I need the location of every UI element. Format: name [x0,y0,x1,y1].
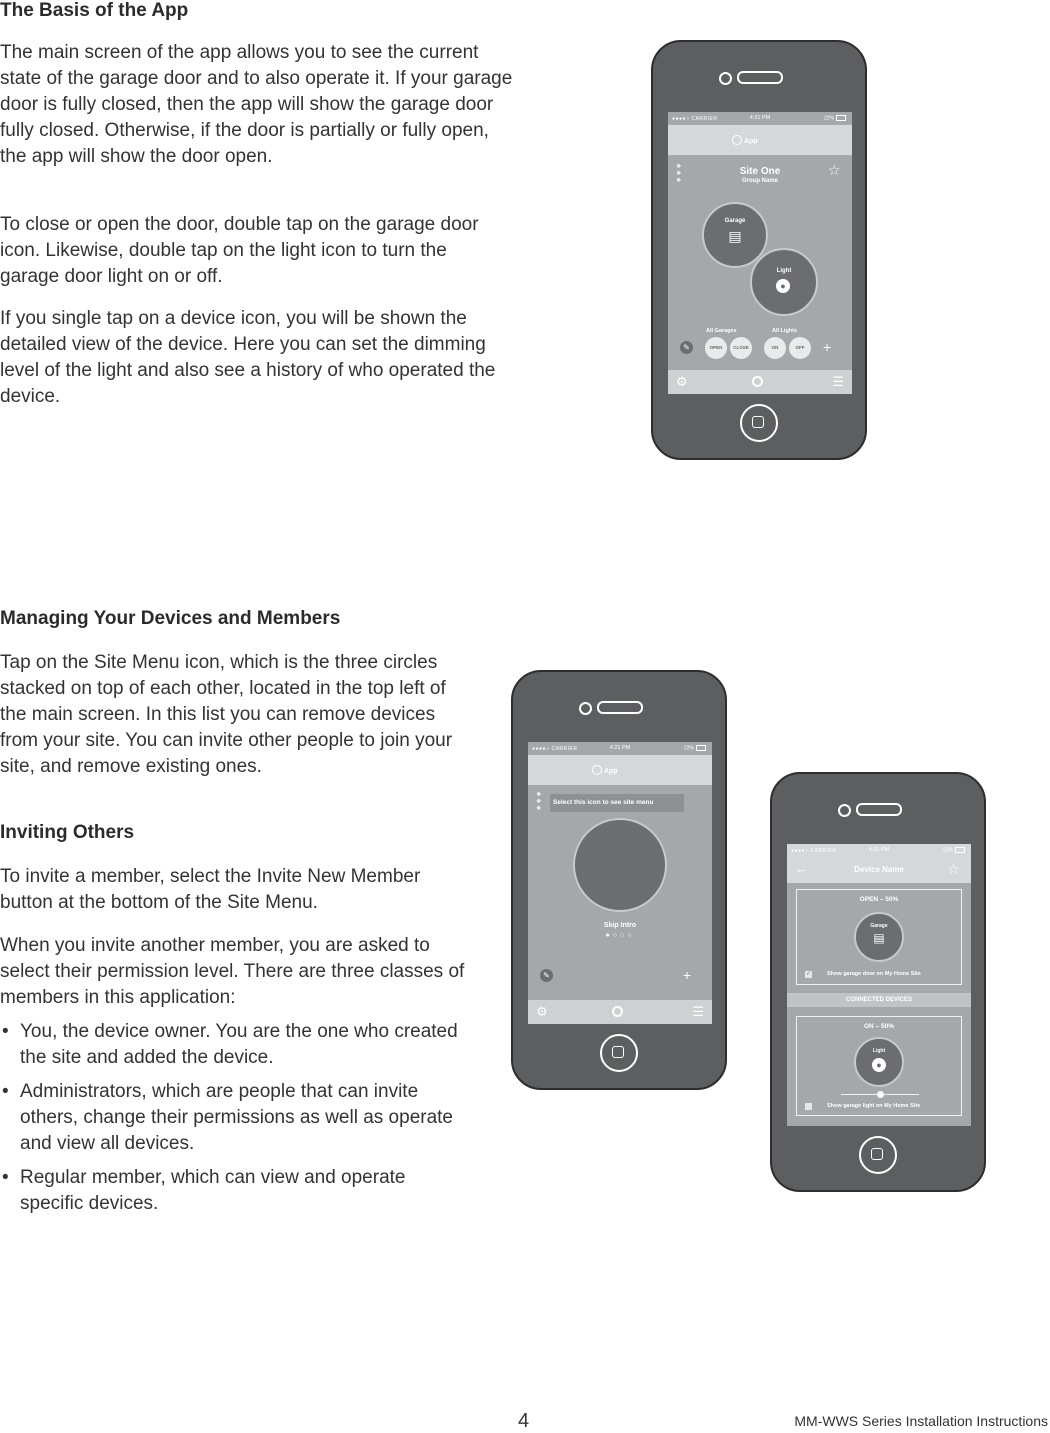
phone-main-screen [651,40,867,460]
app-header [668,125,852,155]
light-label: Light [776,268,792,274]
list-item-administrators: • Administrators, which are people that can invite others, change their permissions as well as operate and view all devices. [0,1079,470,1157]
camera-icon [838,804,851,817]
garage-label: Garage [870,923,888,929]
garage-show-checkbox[interactable]: ✓ [805,971,812,977]
carrier-label: ●●●●○ CARRIER [791,848,837,854]
all-garages-close-button[interactable]: CLOSE [730,337,752,359]
light-detail-card [796,1016,962,1116]
carrier-label: ●●●●○ CARRIER [532,746,578,752]
document-title-footer: MM-WWS Series Installation Instructions [794,1413,1048,1429]
add-device-plus-icon[interactable]: + [823,339,832,355]
all-lights-off-button[interactable]: OFF [789,337,811,359]
phone-home-button [740,404,778,442]
site-menu-tooltip: Select this icon to see site menu [550,794,684,812]
app-label: App [744,138,758,145]
dimming-slider-thumb[interactable] [877,1091,884,1098]
settings-gear-icon[interactable]: ⚙ [676,374,688,389]
phone-intro-screen [511,670,727,1090]
garage-label: Garage [724,218,746,224]
all-garages-open-button[interactable]: OPEN [705,337,727,359]
all-garages-label: All Garages [706,328,737,334]
app-label: App [604,768,618,775]
light-checkbox-label: Show garage light on My Home Site [827,1103,921,1109]
paragraph-invite-member: To invite a member, select the Invite New Member button at the bottom of the Site Menu. [0,866,421,913]
speaker-grille [597,701,643,714]
status-bar [528,742,712,755]
garage-detail-card [796,889,962,985]
battery-label: 22% [824,115,846,121]
list-item-regular-member: • Regular member, which can view and operate specific devices. [0,1165,470,1217]
garage-door-icon: ▤ [728,228,742,244]
garage-checkbox-label: Show garage door on My Home Site [827,971,921,977]
light-label: Light [872,1048,886,1054]
speaker-grille [856,803,902,816]
all-lights-on-button[interactable]: ON [764,337,786,359]
group-name: Group Name [741,178,778,184]
status-time: 4:21 PM [749,115,771,121]
section-heading-managing: Managing Your Devices and Members [0,608,341,629]
paragraph-site-menu: Tap on the Site Menu icon, which is the three circles stacked on top of each other, located in the top left of the main screen. In this list you can remove devices from your site. You can invite other people to join your site, and remove existing ones. [0,652,453,777]
intro-image-circle [573,818,667,912]
favorite-star-icon[interactable]: ☆ [828,162,841,178]
phone-home-button [859,1136,897,1174]
camera-icon [579,702,592,715]
light-bulb-icon: ● [872,1058,886,1072]
device-name: Device Name [854,865,904,874]
light-bulb-icon: ● [776,279,790,293]
paragraph-permission-level: When you invite another member, you are asked to select their permission level. There are three classes of members in this application: [0,935,465,1008]
list-menu-icon[interactable]: ☰ [692,1004,704,1019]
member-classes-list [0,1019,470,1225]
connected-devices-bar [787,993,971,1007]
site-name: Site One [739,166,781,177]
garage-toggle-button[interactable] [854,912,904,962]
phone-device-detail [770,772,986,1192]
add-device-plus-icon[interactable]: + [683,967,692,983]
paragraph-main-screen: The main screen of the app allows you to see the current state of the garage door and to also operate it. If your garage door is fully closed, then the app will show the garage door fully closed. Otherwise, if the door is partially or fully open, the app will show the door open. [0,42,513,167]
app-screen [787,844,971,1126]
status-time: 4:21 PM [609,745,631,751]
all-lights-label: All Lights [772,328,798,334]
light-status: ON – 50% [864,1023,894,1030]
back-arrow-icon[interactable]: ← [795,861,808,876]
garage-door-icon: ▤ [873,931,885,945]
app-logo-icon [732,135,742,145]
camera-icon [719,72,732,85]
light-show-checkbox[interactable] [805,1103,812,1110]
carrier-label: ●●●●○ CARRIER [672,116,718,122]
section-heading-basis: The Basis of the App [0,0,189,21]
app-header [528,755,712,785]
garage-status: OPEN – 50% [859,896,899,903]
status-bar [668,112,852,125]
paragraph-double-tap: To close or open the door, double tap on the garage door icon. Likewise, double tap on the light icon to turn the garage door light on or off. [0,214,479,287]
edit-pencil-icon[interactable]: ✎ [540,969,553,982]
page-indicator-dots: ●○○○ [605,932,635,939]
section-heading-inviting: Inviting Others [0,822,135,843]
edit-pencil-icon[interactable]: ✎ [680,341,693,354]
app-screen [668,112,852,394]
tab-bar [668,370,852,394]
connected-devices-label: CONNECTED DEVICES [845,997,912,1003]
status-time: 4:21 PM [868,847,890,853]
list-item-owner: • You, the device owner. You are the one who created the site and added the device. [0,1019,470,1071]
device-header [787,857,971,883]
app-screen [528,742,712,1024]
site-menu-icon[interactable]: ❖ ❖ ❖ [536,792,542,812]
status-bar [787,844,971,857]
skip-intro-button[interactable]: Skip Intro [603,922,637,929]
home-tab-icon[interactable] [752,374,763,387]
home-tab-icon[interactable] [612,1004,623,1017]
site-menu-icon[interactable]: ❖ ❖ ❖ [676,164,682,184]
settings-gear-icon[interactable]: ⚙ [536,1004,548,1019]
light-toggle-button[interactable] [854,1037,904,1087]
favorite-star-icon[interactable]: ☆ [947,861,960,877]
tab-bar [528,1000,712,1024]
battery-label: 22% [684,745,706,751]
speaker-grille [737,71,783,84]
page-number: 4 [518,1410,530,1432]
paragraph-single-tap: If you single tap on a device icon, you will be shown the detailed view of the device. Here you can set the dimming level of the light and also see a history of who operated the device. [0,308,496,407]
light-device-button[interactable] [750,248,818,316]
list-menu-icon[interactable]: ☰ [832,374,844,389]
phone-home-button [600,1034,638,1072]
app-logo-icon [592,765,602,775]
battery-label: 22% [943,847,965,853]
